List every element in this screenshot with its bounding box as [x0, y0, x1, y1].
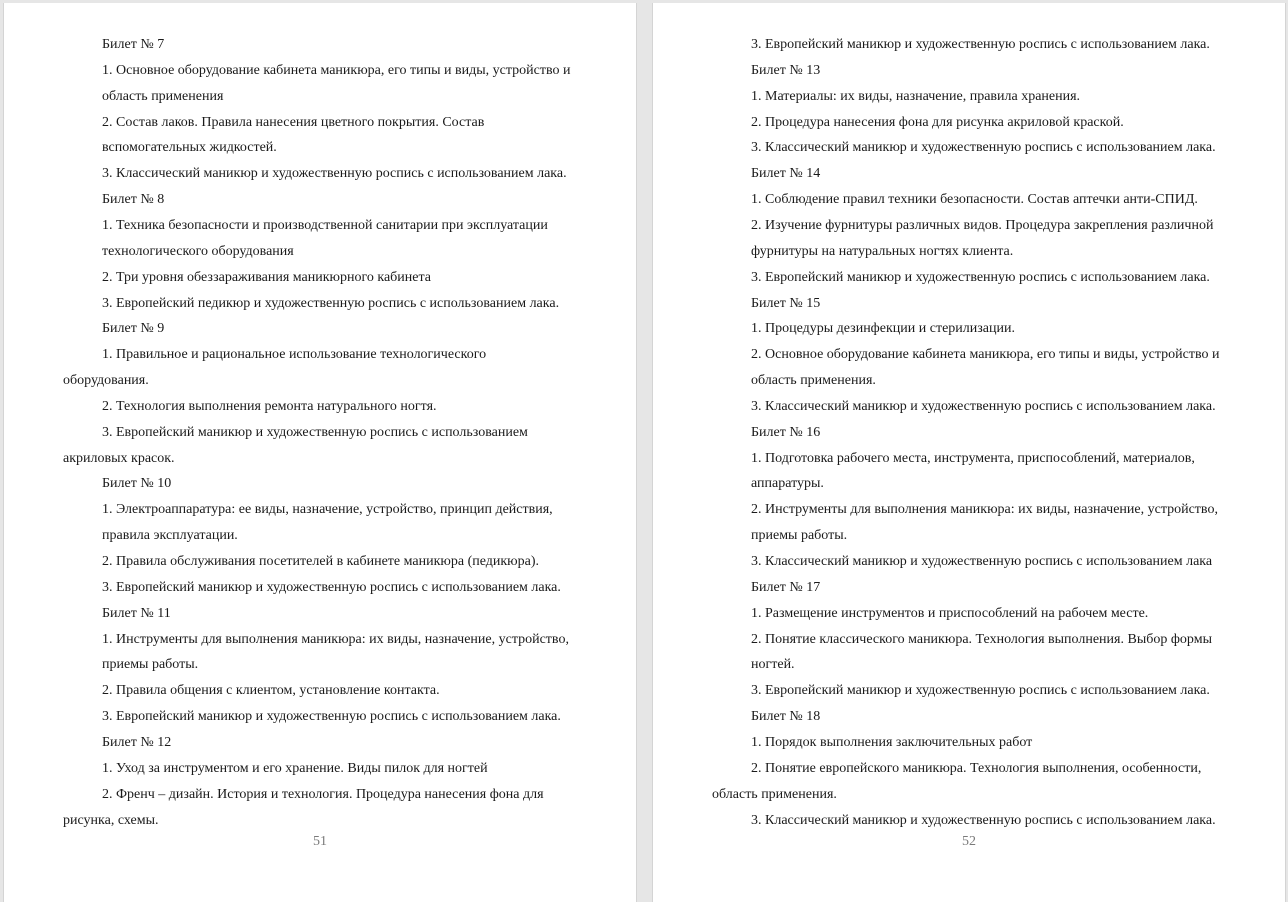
text-line: 3. Европейский маникюр и художественную роспись с использованием лака. — [102, 709, 561, 725]
text-line: 1. Электроаппаратура: ее виды, назначение, устройство, принцип действия, — [102, 502, 553, 518]
text-line: 1. Уход за инструментом и его хранение. Виды пилок для ногтей — [102, 760, 488, 776]
ticket-heading: Билет № 9 — [102, 321, 165, 337]
text-line: 2. Правила общения с клиентом, установление контакта. — [102, 683, 440, 699]
ticket-heading: Билет № 17 — [751, 579, 821, 595]
text-line: 1. Правильное и рациональное использование технологического — [102, 347, 487, 363]
text-line: 2. Состав лаков. Правила нанесения цветного покрытия. Состав — [102, 114, 485, 130]
text-line: рисунка, схемы. — [63, 812, 159, 828]
text-line: приемы работы. — [102, 657, 199, 673]
text-line: акриловых красок. — [63, 450, 175, 466]
text-line: 3. Европейский маникюр и художественную роспись с использованием лака. — [751, 683, 1210, 699]
ticket-heading: Билет № 13 — [751, 62, 821, 78]
text-line: вспомогательных жидкостей. — [102, 140, 277, 156]
text-line: 2. Понятие классического маникюра. Технология выполнения. Выбор формы — [751, 631, 1212, 647]
text-line: 1. Порядок выполнения заключительных работ — [751, 734, 1033, 750]
text-line: область применения. — [751, 373, 876, 389]
text-line: приемы работы. — [751, 528, 848, 544]
text-line: фурнитуры на натуральных ногтях клиента. — [751, 243, 1014, 259]
text-line: область применения. — [712, 786, 837, 802]
text-line: 2. Три уровня обеззараживания маникюрного кабинета — [102, 269, 431, 285]
text-line: 2. Изучение фурнитуры различных видов. Процедура закрепления различной — [751, 217, 1214, 233]
text-line: 3. Европейский маникюр и художественную роспись с использованием лака. — [751, 37, 1210, 52]
text-line: 3. Европейский маникюр и художественную роспись с использованием — [102, 424, 528, 440]
text-line: 3. Классический маникюр и художественную роспись с использованием лака. — [751, 812, 1216, 828]
ticket-heading: Билет № 16 — [751, 424, 821, 440]
text-line: 3. Европейский маникюр и художественную роспись с использованием лака. — [751, 269, 1210, 285]
text-line: 1. Процедуры дезинфекции и стерилизации. — [751, 321, 1015, 337]
text-line: 1. Основное оборудование кабинета маникюра, его типы и виды, устройство и — [102, 62, 571, 78]
text-line: 2. Правила обслуживания посетителей в кабинете маникюра (педикюра). — [102, 554, 540, 569]
text-line: 2. Процедура нанесения фона для рисунка акриловой краской. — [751, 114, 1124, 130]
text-line: 1. Подготовка рабочего места, инструмента, приспособлений, материалов, — [751, 450, 1195, 466]
ticket-heading: Билет № 11 — [102, 605, 171, 621]
ticket-heading: Билет № 10 — [102, 476, 172, 492]
text-line: 2. Инструменты для выполнения маникюра: их виды, назначение, устройство, — [751, 502, 1218, 518]
text-line: 1. Инструменты для выполнения маникюра: их виды, назначение, устройство, — [102, 631, 569, 647]
document-page-left — [3, 3, 637, 902]
text-line: 1. Соблюдение правил техники безопасности. Состав аптечки анти-СПИД. — [751, 192, 1198, 208]
page-number: 52 — [962, 834, 976, 849]
text-line: 1. Материалы: их виды, назначение, правила хранения. — [751, 88, 1081, 104]
text-line: оборудования. — [63, 373, 149, 389]
text-line: 3. Классический маникюр и художественную роспись с использованием лака. — [102, 166, 567, 182]
text-line: 2. Френч – дизайн. История и технология. Процедура нанесения фона для — [102, 786, 544, 802]
text-line: 3. Европейский педикюр и художественную роспись с использованием лака. — [102, 295, 560, 311]
document-page-right — [652, 3, 1286, 902]
page-number: 51 — [313, 834, 327, 849]
text-line: аппаратуры. — [751, 476, 824, 492]
text-line: ногтей. — [751, 657, 795, 673]
ticket-heading: Билет № 18 — [751, 709, 821, 725]
text-line: 2. Основное оборудование кабинета маникюра, его типы и виды, устройство и — [751, 347, 1220, 363]
text-line: технологического оборудования — [102, 243, 294, 259]
text-line: 3. Европейский маникюр и художественную роспись с использованием лака. — [102, 579, 561, 595]
text-line: 1. Техника безопасности и производственной санитарии при эксплуатации — [102, 217, 548, 233]
ticket-heading: Билет № 12 — [102, 734, 172, 750]
ticket-heading: Билет № 7 — [102, 37, 165, 52]
text-line: 2. Понятие европейского маникюра. Технология выполнения, особенности, — [751, 760, 1202, 776]
ticket-heading: Билет № 14 — [751, 166, 821, 182]
text-line: область применения — [102, 88, 224, 104]
text-line: 3. Классический маникюр и художественную роспись с использованием лака. — [751, 140, 1216, 156]
ticket-heading: Билет № 15 — [751, 295, 821, 311]
ticket-heading: Билет № 8 — [102, 192, 165, 208]
text-line: 3. Классический маникюр и художественную роспись с использованием лака — [751, 554, 1213, 569]
text-line: 3. Классический маникюр и художественную роспись с использованием лака. — [751, 398, 1216, 414]
text-line: 1. Размещение инструментов и приспособлений на рабочем месте. — [751, 605, 1149, 621]
text-line: 2. Технология выполнения ремонта натурального ногтя. — [102, 398, 437, 414]
text-line: правила эксплуатации. — [102, 528, 238, 544]
